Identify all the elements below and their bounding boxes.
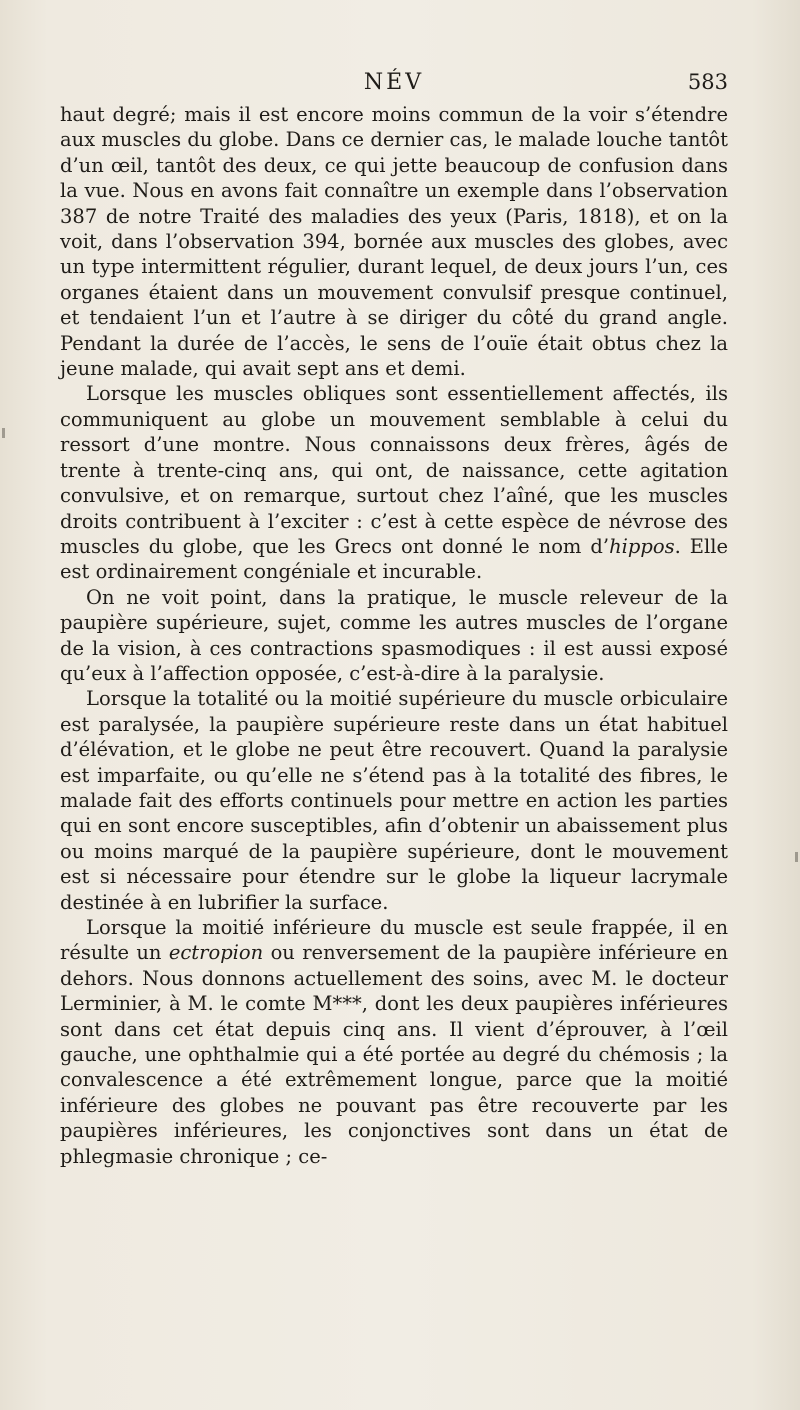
paragraph-2-italic-term: hippos: [609, 534, 675, 558]
margin-speck: [2, 428, 5, 438]
margin-speck: [795, 852, 798, 862]
paragraph-3: On ne voit point, dans la pratique, le muscle releveur de la paupière supérieure, sujet, comme les autres muscles de l’organe de la vision, à ces contractions spasmodiques : il est aussi exposé qu’eux à l’affection opposée, c’est-à-dire à la paralysie.: [60, 585, 728, 685]
running-title: NÉV: [363, 70, 425, 95]
paragraph-5: [60, 915, 728, 1169]
paragraph-1: haut degré; mais il est encore moins commun de la voir s’étendre aux muscles du globe. Dans ce dernier cas, le malade louche tantôt d’un œil, tantôt des deux, ce qui jette beaucoup de confusion dans la vue. Nous en avons fait connaître un exemple dans l’observation 387 de notre Traité des maladies des yeux (Paris, 1818), et on la voit, dans l’observation 394, bornée aux muscles des globes, avec un type intermittent régulier, durant lequel, de deux jours l’un, ces organes étaient dans un mouvement convulsif presque continuel, et tendaient l’un et l’autre à se diriger du côté du grand angle. Pendant la durée de l’accès, le sens de l’ouïe était obtus chez la jeune malade, qui avait sept ans et demi.: [60, 103, 728, 381]
page-number: 583: [687, 70, 728, 94]
paragraph-2: [60, 381, 728, 584]
paragraph-5-italic-term: ectropion: [168, 941, 264, 965]
paragraph-5-text-before: Lorsque la moitié inférieure du muscle est seule frappée, il en résulte un: [60, 916, 728, 965]
body-text: [60, 102, 728, 1169]
paragraph-2-text-after: . Elle est ordinairement congéniale et incurable.: [60, 534, 728, 584]
paragraph-5-text-after: ou renversement de la paupière inférieure en dehors. Nous donnons actuellement des soins, avec M. le docteur Lerminier, à M. le comte M***, dont les deux paupières inférieures sont dans cet état depuis cinq ans. Il vient d’éprouver, à l’œil gauche, une ophthalmie qui a été portée au degré du chémosis ; la convalescence a été extrêmement longue, parce que la moitié inférieure des globes ne pouvant pas être recouverte par les paupières inférieures, les conjonctives sont dans un état de phlegmasie chronique ; ce-: [60, 941, 728, 1168]
running-head: [60, 66, 728, 100]
paragraph-4: Lorsque la totalité ou la moitié supérieure du muscle orbiculaire est paralysée, la paupière supérieure reste dans un état habituel d’élévation, et le globe ne peut être recouvert. Quand la paralysie est imparfaite, ou qu’elle ne s’étend pas à la totalité des fibres, le malade fait des efforts continuels pour mettre en action les parties qui en sont encore susceptibles, afin d’obtenir un abaissement plus ou moins marqué de la paupière supérieure, dont le mouvement est si nécessaire pour étendre sur le globe la liqueur lacrymale destinée à en lubrifier la surface.: [60, 687, 728, 914]
paragraph-2-text-before: Lorsque les muscles obliques sont essentiellement affectés, ils communiquent au globe un mouvement semblable à celui du ressort d’une montre. Nous connaissons deux frères, âgés de trente à trente-cinq ans, qui ont, de naissance, cette agitation convulsive, et on remarque, surtout chez l’aîné, que les muscles droits contribuent à l’exciter : c’est à cette espèce de névrose des muscles du globe, que les Grecs ont donné le nom d’: [60, 382, 728, 558]
